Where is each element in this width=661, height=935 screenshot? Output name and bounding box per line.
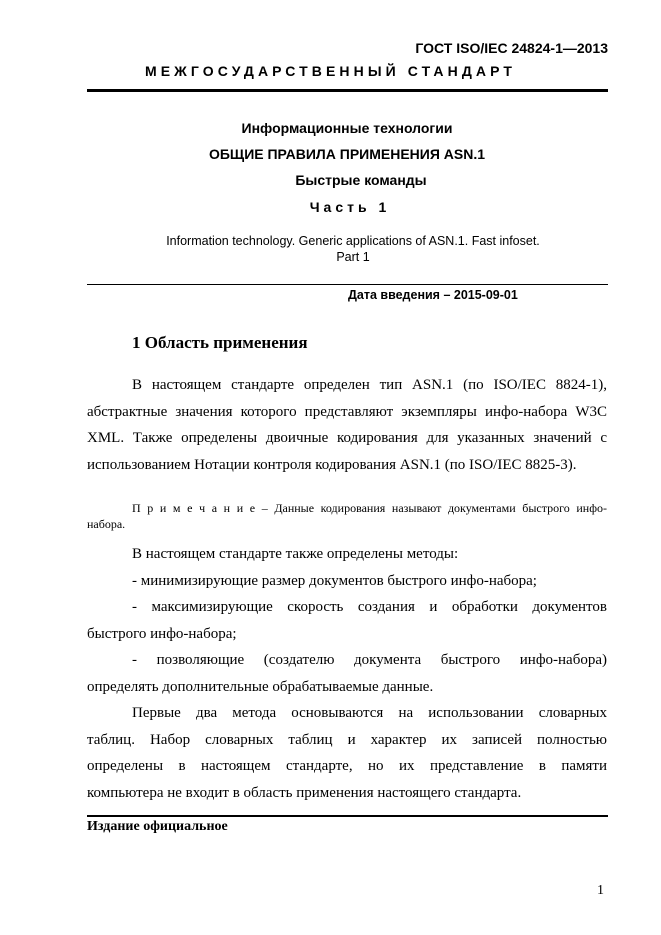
paragraph-line: использованием Нотации контроля кодирования ASN.1 (по ISO/IEC 8825-3). bbox=[87, 456, 577, 473]
official-edition-label: Издание официальное bbox=[87, 819, 228, 834]
introduction-date: Дата введения – 2015-09-01 bbox=[348, 288, 518, 302]
document-code: ГОСТ ISO/IEC 24824-1—2013 bbox=[415, 40, 608, 56]
header-rule bbox=[87, 89, 608, 92]
note-line: набора. bbox=[87, 517, 126, 531]
title-rule bbox=[87, 284, 608, 285]
english-title-line-2: Part 1 bbox=[336, 250, 370, 264]
standard-type-title: МЕЖГОСУДАРСТВЕННЫЙ СТАНДАРТ bbox=[144, 63, 517, 79]
methods-intro: В настоящем стандарте также определены методы: bbox=[132, 546, 459, 562]
footer-rule bbox=[87, 815, 608, 817]
section-heading: 1 Область применения bbox=[132, 333, 308, 352]
methods-block bbox=[87, 541, 607, 806]
scope-paragraph bbox=[87, 372, 607, 478]
paragraph-line: абстрактные значения которого представляют экземпляры инфо-набора W3C bbox=[87, 403, 607, 420]
paragraph-line: определены в настоящем стандарте, но их представление в памяти bbox=[87, 758, 607, 774]
part-label: Часть 1 bbox=[309, 199, 391, 215]
title-line-1: Информационные технологии bbox=[241, 120, 453, 136]
paragraph-line: XML. Также определены двоичные кодирования для указанных значений с bbox=[87, 430, 607, 446]
method-item-1: - минимизирующие размер документов быстрого инфо-набора; bbox=[132, 572, 537, 589]
note-text: – Данные кодирования называют документами быстрого инфо- bbox=[255, 501, 607, 515]
paragraph-line: В настоящем стандарте определен тип ASN.1 (по ISO/IEC 8824-1), bbox=[132, 377, 607, 393]
title-line-3: Быстрые команды bbox=[295, 172, 427, 188]
method-item-3-line: определять дополнительные обрабатываемые данные. bbox=[87, 678, 434, 695]
method-item-2-line: - максимизирующие скорость создания и обработки документов bbox=[132, 599, 607, 615]
method-item-2-line: быстрого инфо-набора; bbox=[87, 625, 237, 642]
note bbox=[87, 500, 607, 532]
paragraph-line: компьютера не входит в область применения настоящего стандарта. bbox=[87, 784, 522, 801]
page-number: 1 bbox=[597, 883, 604, 898]
paragraph-line: Первые два метода основываются на использовании словарных bbox=[132, 705, 607, 721]
paragraph-line: таблиц. Набор словарных таблиц и характер их записей полностью bbox=[87, 731, 607, 748]
title-line-2: ОБЩИЕ ПРАВИЛА ПРИМЕНЕНИЯ ASN.1 bbox=[208, 146, 486, 162]
note-line bbox=[87, 500, 607, 516]
note-label: П р и м е ч а н и е bbox=[132, 501, 256, 515]
english-title-line-1: Information technology. Generic applications of ASN.1. Fast infoset. bbox=[166, 234, 540, 248]
method-item-3-line: - позволяющие (создателю документа быстрого инфо-набора) bbox=[132, 652, 607, 668]
